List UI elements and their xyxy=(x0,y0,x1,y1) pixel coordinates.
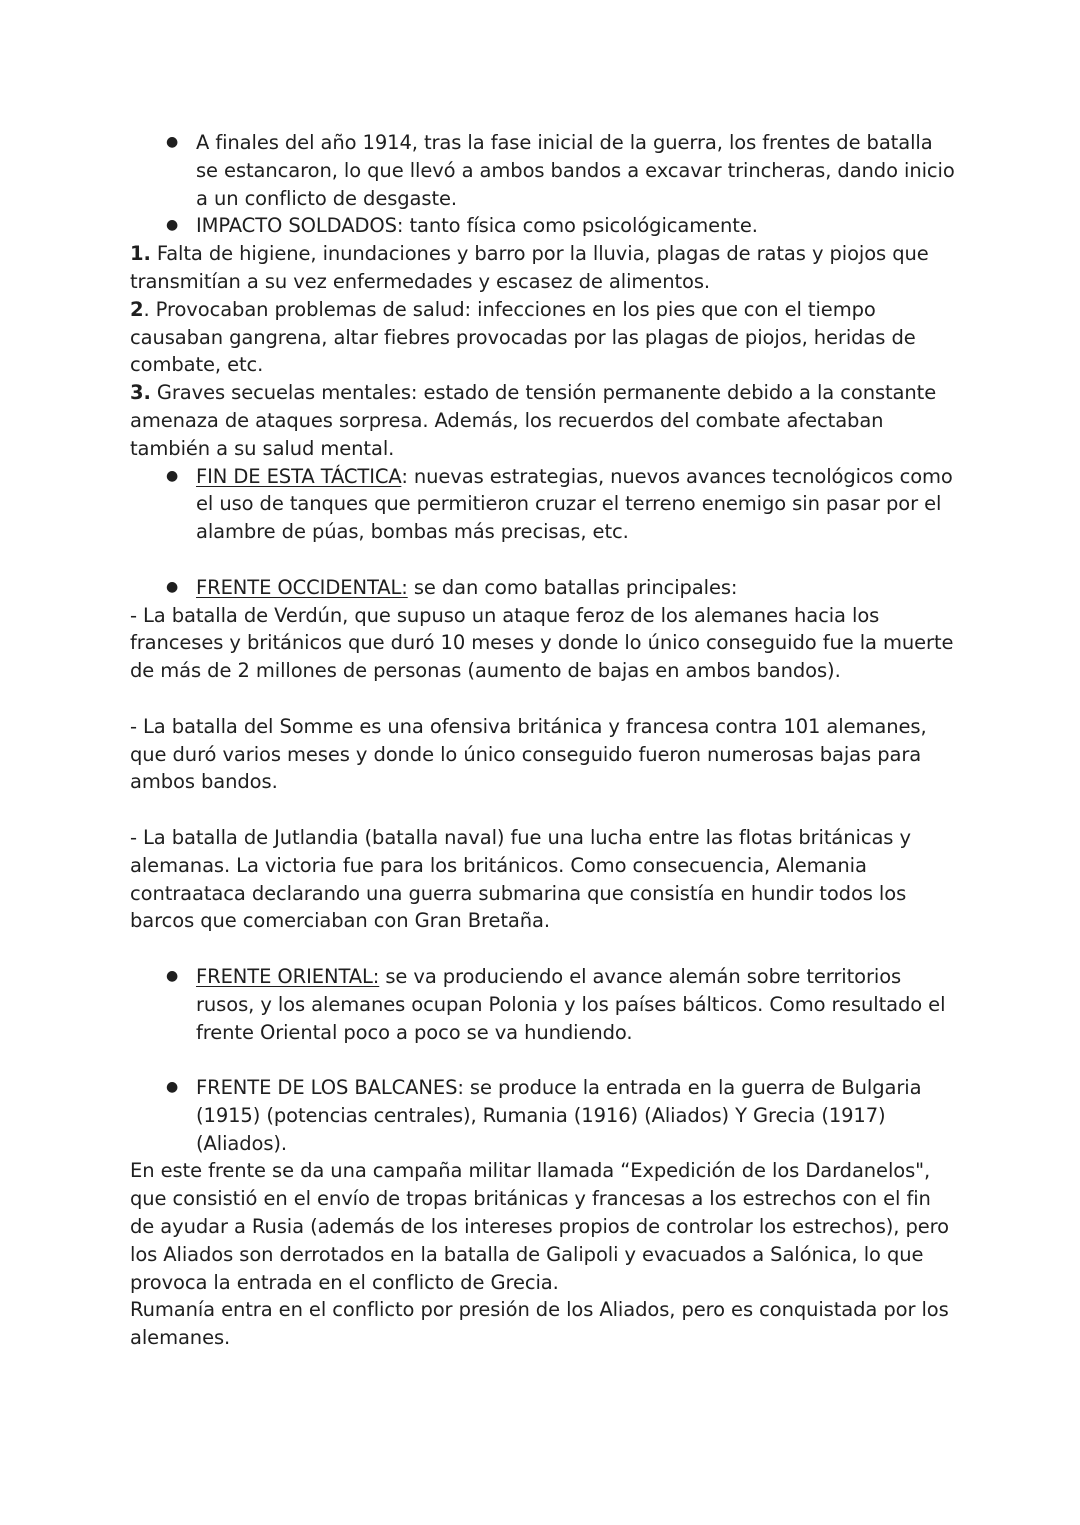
bullet-fin-tactica xyxy=(130,463,960,546)
battle-verdun: - La batalla de Verdún, que supuso un ataque feroz de los alemanes hacia los franceses y británicos que duró 10 meses y donde lo único conseguido fue la muerte de más de 2 millones de personas (aumento de bajas en ambos bandos). xyxy=(130,603,954,683)
point-3 xyxy=(130,379,960,462)
bullet-icon: ● xyxy=(166,578,179,595)
frente-oriental-text: se va produciendo el avance alemán sobre territorios rusos, y los alemanes ocupan Polonia y los países bálticos. Como resultado el frente Oriental poco a poco se va hundiendo. xyxy=(196,964,946,1044)
spacer xyxy=(130,935,960,963)
spacer xyxy=(130,1046,960,1074)
frente-occidental-text: se dan como batallas principales: xyxy=(407,575,738,599)
bullet-frente-balcanes xyxy=(130,1074,960,1157)
frente-balcanes-text: FRENTE DE LOS BALCANES: se produce la entrada en la guerra de Bulgaria (1915) (potencias centrales), Rumania (1916) (Aliados) Y Grecia (1917) (Aliados). xyxy=(196,1076,922,1155)
bullet-icon: ● xyxy=(166,134,179,150)
bullet-trenches xyxy=(130,129,960,212)
frente-occidental-label: FRENTE OCCIDENTAL: xyxy=(196,575,408,599)
point-2 xyxy=(130,296,960,379)
fin-tactica-text: : nuevas estrategias, nuevos avances tecnológicos como el uso de tanques que permitieron cruzar el terreno enemigo sin pasar por el alambre de púas, bombas más precisas, etc. xyxy=(196,464,953,544)
bullet-frente-occidental xyxy=(130,574,960,602)
rumania-paragraph: Rumanía entra en el conflicto por presión de los Aliados, pero es conquistada por los alemanes. xyxy=(130,1298,949,1350)
spacer xyxy=(130,796,960,824)
bullet-icon: ● xyxy=(166,1079,179,1096)
bullet-impacto-text: IMPACTO SOLDADOS: tanto física como psicológicamente. xyxy=(196,214,758,238)
point-3-text: Graves secuelas mentales: estado de tensión permanente debido a la constante amenaza de ataques sorpresa. Además, los recuerdos del combate afectaban también a su salud mental. xyxy=(130,381,937,460)
bullet-impacto xyxy=(130,212,960,240)
point-1-text: Falta de higiene, inundaciones y barro por la lluvia, plagas de ratas y piojos que transmitían a su vez enfermedades y escasez de alimentos. xyxy=(130,242,929,293)
point-1 xyxy=(130,240,960,296)
frente-oriental-label: FRENTE ORIENTAL: xyxy=(196,964,380,988)
dardanelos-paragraph: En este frente se da una campaña militar llamada “Expedición de los Dardanelos", que consistió en el envío de tropas británicas y francesas a los estrechos con el fin de ayudar a Rusia (además de los intereses propios de controlar los estrechos), pero los Aliados son derrotados en la batalla de Galipoli y evacuados a Salónica, lo que provoca la entrada en el conflicto de Grecia. xyxy=(130,1159,949,1294)
bullet-icon: ● xyxy=(166,217,179,234)
spacer xyxy=(130,685,960,713)
bullet-trenches-text: A finales del año 1914, tras la fase inicial de la guerra, los frentes de batalla se estancaron, lo que llevó a ambos bandos a excavar trincheras, dando inicio a un conflicto de desgaste. xyxy=(196,131,955,210)
bullet-icon: ● xyxy=(166,467,179,484)
point-2-text: . Provocaban problemas de salud: infecciones en los pies que con el tiempo causaban gangrena, altar fiebres provocadas por las plagas de piojos, heridas de combate, etc. xyxy=(130,297,916,377)
point-3-number: 3. xyxy=(130,381,151,405)
document-page xyxy=(130,129,960,1352)
battle-jutlandia: - La batalla de Jutlandia (batalla naval) fue una lucha entre las flotas británicas y alemanas. La victoria fue para los británicos. Como consecuencia, Alemania contraataca declarando una guerra submarina que consistía en hundir todos los barcos que comerciaban con Gran Bretaña. xyxy=(130,825,911,933)
bullet-icon: ● xyxy=(166,967,179,984)
fin-tactica-label: FIN DE ESTA TÁCTICA xyxy=(196,464,402,488)
bullet-frente-oriental xyxy=(130,963,960,1046)
battle-somme: - La batalla del Somme es una ofensiva británica y francesa contra 101 alemanes, que duró varios meses y donde lo único conseguido fueron numerosas bajas para ambos bandos. xyxy=(130,714,927,794)
point-1-number: 1. xyxy=(130,242,151,266)
spacer xyxy=(130,546,960,574)
point-2-number: 2 xyxy=(130,297,144,321)
